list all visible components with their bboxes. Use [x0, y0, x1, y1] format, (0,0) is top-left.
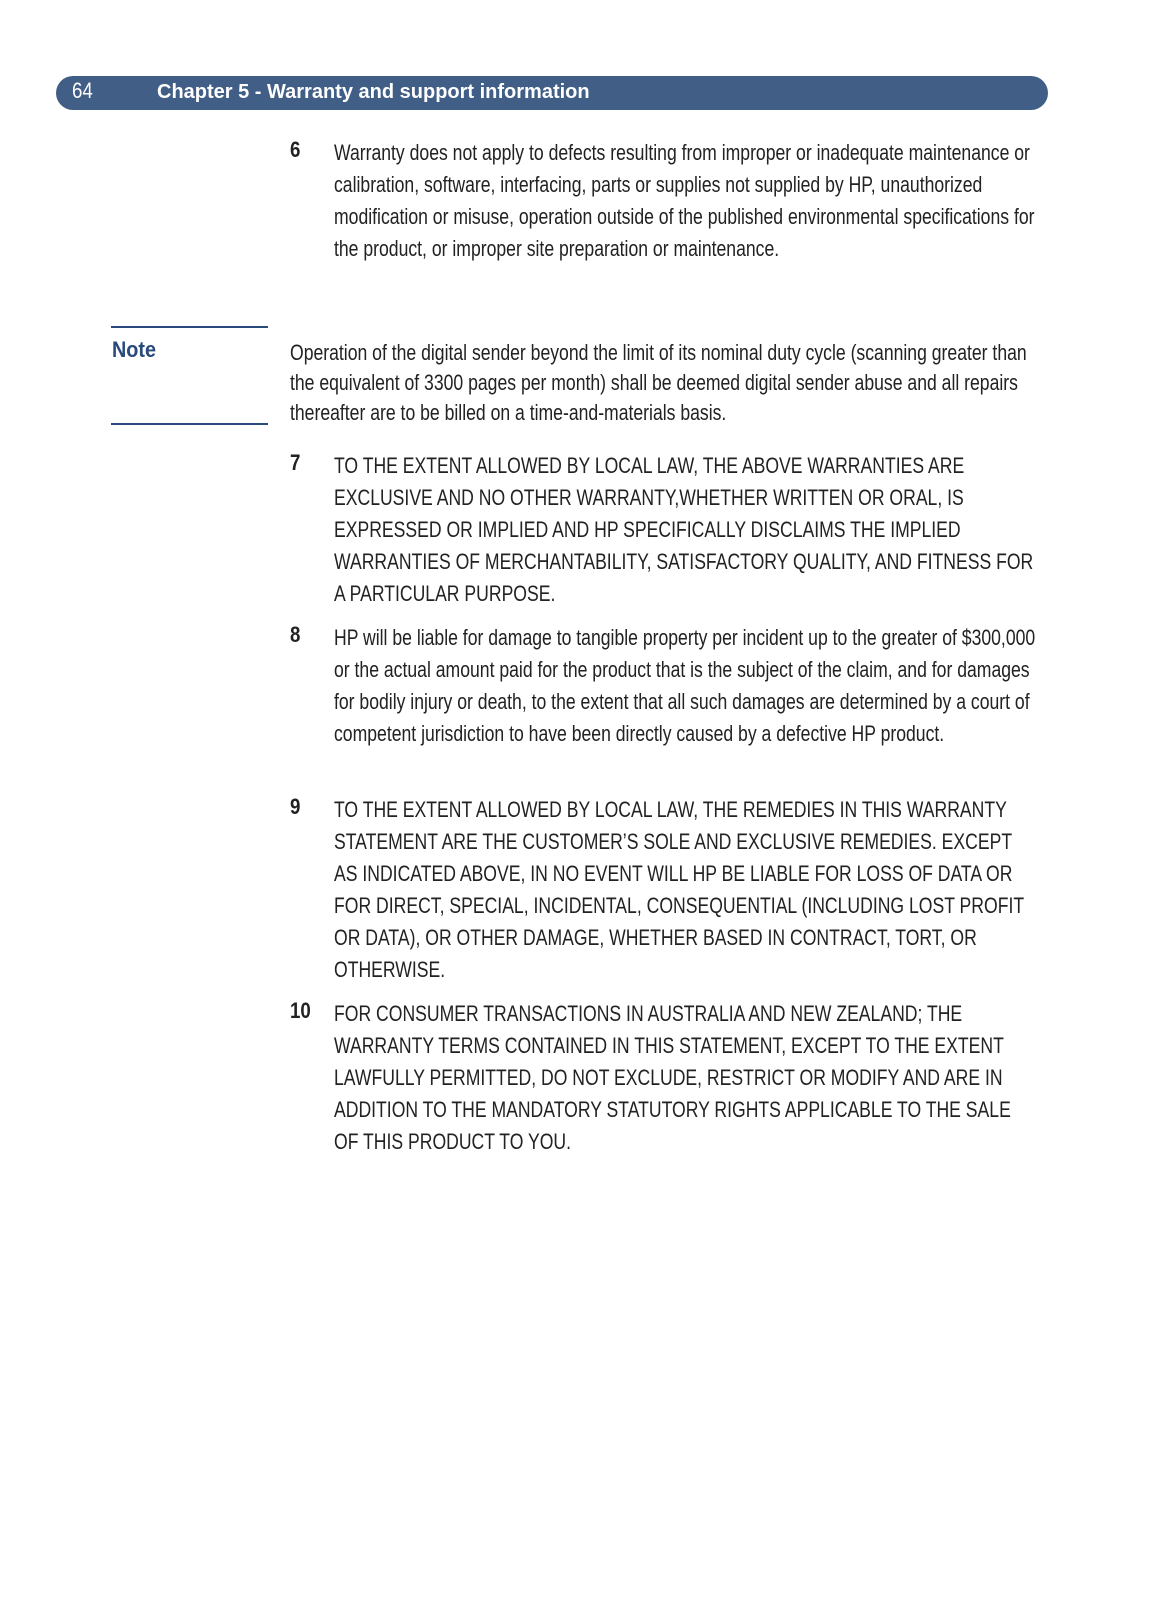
- note-top-rule: [111, 326, 268, 328]
- item-number: 6: [290, 137, 301, 162]
- item-text: FOR CONSUMER TRANSACTIONS IN AUSTRALIA AND NEW ZEALAND; THE WARRANTY TERMS CONTAINED IN THIS STATEMENT, EXCEPT TO THE EXTENT LAWFULLY PERMITTED, DO NOT EXCLUDE, RESTRICT OR MODIFY AND ARE IN ADDITION TO THE MANDATORY STATUTORY RIGHTS APPLICABLE TO THE SALE OF THIS PRODUCT TO YOU.: [334, 1001, 1011, 1154]
- page-number: 64: [72, 78, 93, 103]
- item-text: HP will be liable for damage to tangible property per incident up to the greater of $300,000 or the actual amount paid for the product that is the subject of the claim, and for damages for bodily injury or death, to the extent that all such damages are determined by a court of competent jurisdiction to have been directly caused by a defective HP product.: [334, 625, 1036, 746]
- item-number: 10: [290, 998, 311, 1023]
- note-bottom-rule: [111, 423, 268, 425]
- note-label: Note: [112, 337, 157, 362]
- note-text: Operation of the digital sender beyond the limit of its nominal duty cycle (scanning greater than the equivalent of 3300 pages per month) shall be deemed digital sender abuse and all repairs thereafter are to be billed on a time-and-materials basis.: [290, 340, 1027, 425]
- item-text: TO THE EXTENT ALLOWED BY LOCAL LAW, THE ABOVE WARRANTIES ARE EXCLUSIVE AND NO OTHER WARRANTY,WHETHER WRITTEN OR ORAL, IS EXPRESSED OR IMPLIED AND HP SPECIFICALLY DISCLAIMS THE IMPLIED WARRANTIES OF MERCHANTABILITY, SATISFACTORY QUALITY, AND FITNESS FOR A PARTICULAR PURPOSE.: [334, 453, 1034, 606]
- item-number: 9: [290, 794, 301, 819]
- item-text: Warranty does not apply to defects resulting from improper or inadequate maintenance or calibration, software, interfacing, parts or supplies not supplied by HP, unauthorized modification or misuse, operation outside of the published environmental specifications for the product, or improper site preparation or maintenance.: [334, 140, 1035, 261]
- item-number: 7: [290, 450, 301, 475]
- item-text: TO THE EXTENT ALLOWED BY LOCAL LAW, THE REMEDIES IN THIS WARRANTY STATEMENT ARE THE CUSTOMER’S SOLE AND EXCLUSIVE REMEDIES. EXCEPT AS INDICATED ABOVE, IN NO EVENT WILL HP BE LIABLE FOR LOSS OF DATA OR FOR DIRECT, SPECIAL, INCIDENTAL, CONSEQUENTIAL (INCLUDING LOST PROFIT OR DATA), OR OTHER DAMAGE, WHETHER BASED IN CONTRACT, TORT, OR OTHERWISE.: [334, 797, 1024, 982]
- item-number: 8: [290, 622, 301, 647]
- chapter-title: Chapter 5 - Warranty and support information: [157, 81, 590, 103]
- chapter-header-bar: [56, 76, 1048, 110]
- note-body: [290, 338, 1042, 428]
